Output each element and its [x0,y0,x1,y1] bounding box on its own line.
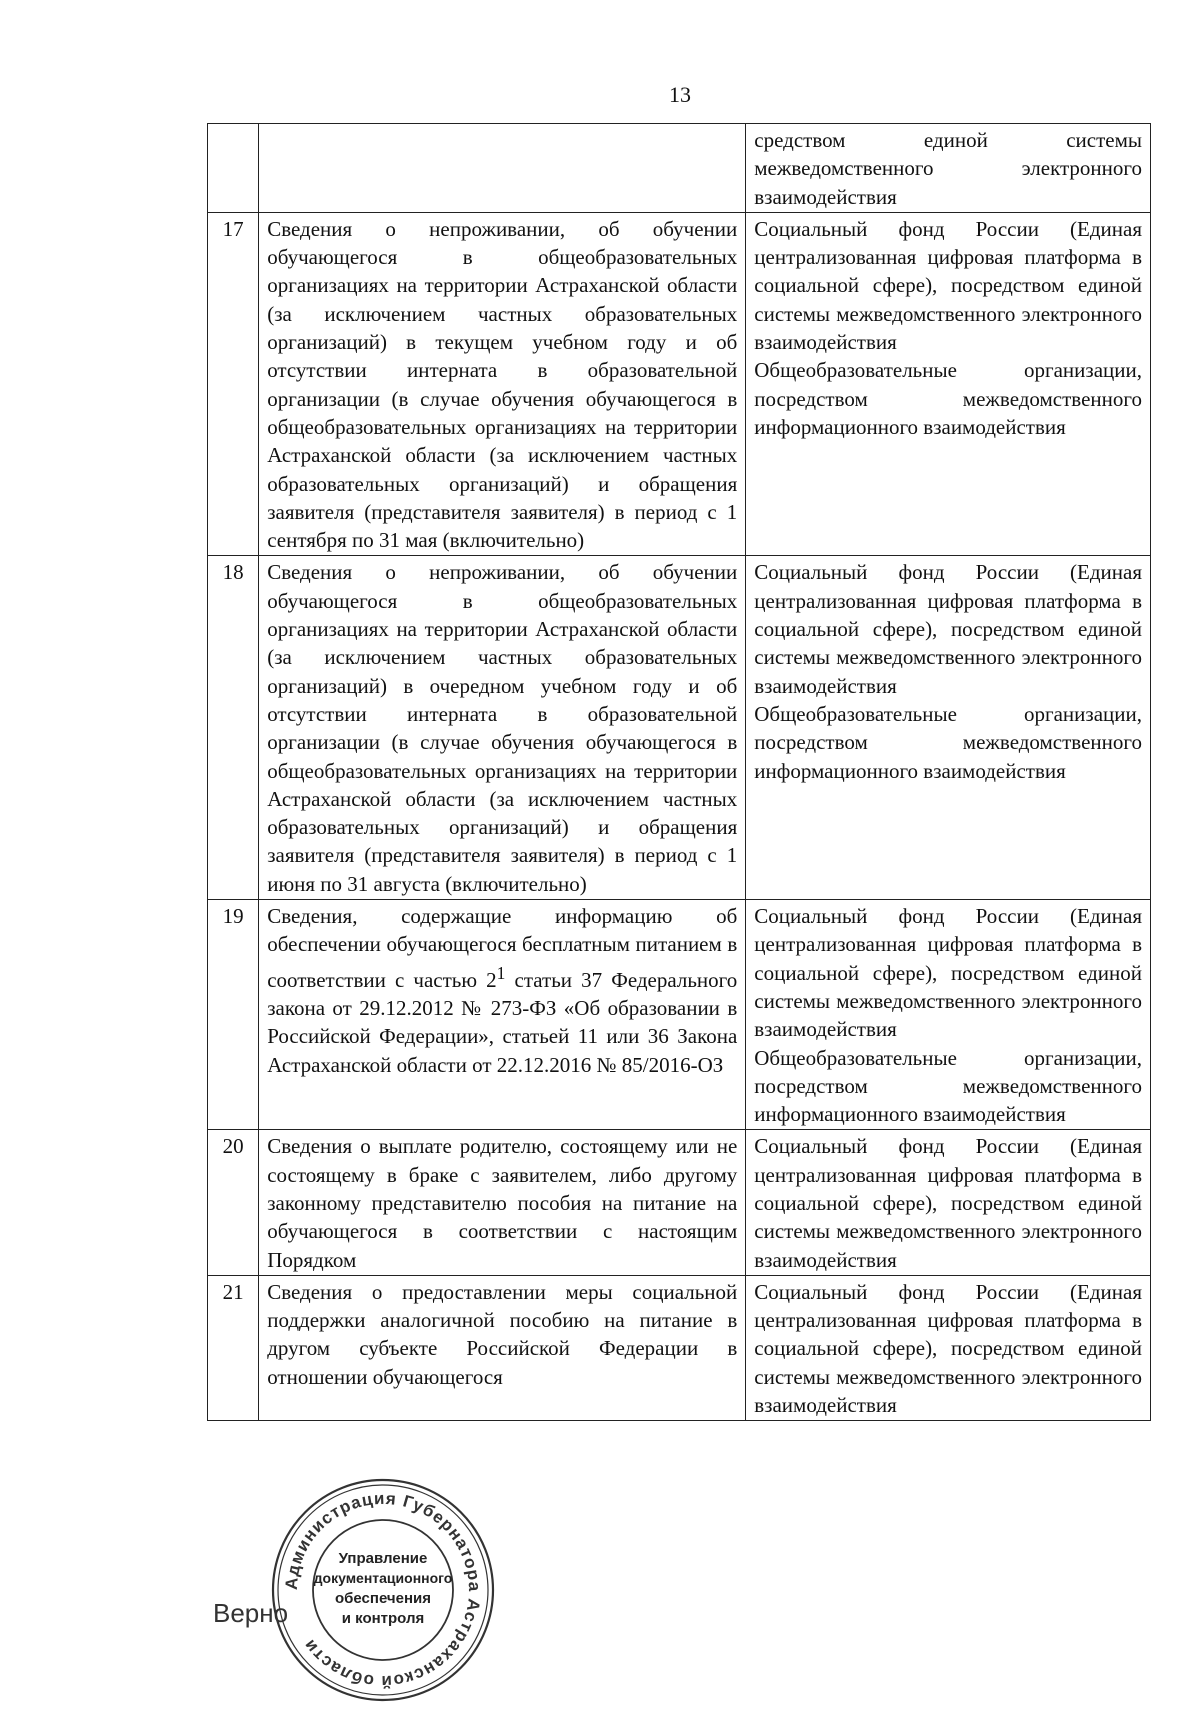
table-row [208,556,1151,900]
info-cell: Сведения о предоставлении меры социальной поддержки аналогичной пособию на питание в другом субъекте Российской Федерации в отношении обучающегося [259,1275,746,1420]
source-paragraph: Социальный фонд России (Единая централизованная цифровая платформа в социальной сфере), посредством единой системы межведомственного электронного взаимодействия [754,1134,1142,1272]
info-text: статьи 37 Федерального закона от 29.12.2012 № 273-ФЗ «Об образовании в Российской Федерации», статьей 11 или 36 Закона Астраханской области от 22.12.2016 № 85/2016-ОЗ [267,967,738,1077]
source-cell [746,900,1151,1130]
source-paragraph: Общеобразовательные организации, посредством межведомственного информационного взаимодействия [754,701,1142,783]
superscript: 1 [496,962,506,983]
page-number: 13 [669,82,691,107]
table-row [208,124,1151,213]
row-number: 19 [208,900,259,1130]
info-cell: Сведения о непроживании, об обучении обучающегося в общеобразовательных организациях на территории Астраханской области (за исключением частных образовательных организаций) в текущем учебном году и об отсутствии интерната в образовательной организации (в случае обучения обучающегося в общеобразовательных организациях на территории Астраханской области (за исключением частных образовательных организаций) и обращения заявителя (представителя заявителя) в период с 1 сентября по 31 мая (включительно) [259,212,746,556]
row-number: 18 [208,556,259,900]
table-row [208,1130,1151,1275]
info-cell: Сведения о выплате родителю, состоящему или не состоящему в браке с заявителем, либо другому законному представителю пособия на питание на обучающегося в соответствии с настоящим Порядком [259,1130,746,1275]
source-cell [746,212,1151,556]
source-cell [746,1275,1151,1420]
table-row [208,212,1151,556]
info-cell [259,124,746,213]
seal-center-line: документационного [313,1570,453,1586]
row-number: 17 [208,212,259,556]
info-cell: Сведения о непроживании, об обучении обучающегося в общеобразовательных организациях на территории Астраханской области (за исключением частных образовательных организаций) в очередном учебном году и об отсутствии интерната в образовательной организации (в случае обучения обучающегося в общеобразовательных организациях на территории Астраханской области (за исключением частных образовательных организаций) и обращения заявителя (представителя заявителя) в период с 1 июня по 31 августа (включительно) [259,556,746,900]
source-paragraph: Общеобразовательные организации, посредством межведомственного информационного взаимодействия [754,1045,1142,1127]
info-text: Сведения, содержащие информацию об обеспечении обучающегося бесплатным питанием в соответствии с частью 2 [267,904,738,992]
seal-center-line: обеспечения [334,1590,432,1607]
source-paragraph: Социальный фонд России (Единая централизованная цифровая платформа в социальной сфере), посредством единой системы межведомственного электронного взаимодействия [754,216,1142,355]
seal-center-line: и контроля [341,1610,425,1627]
row-number: 20 [208,1130,259,1275]
source-cell [746,556,1151,900]
source-paragraph: Социальный фонд России (Единая централизованная цифровая платформа в социальной сфере), посредством единой системы межведомственного электронного взаимодействия [754,904,1142,1042]
info-cell [259,900,746,1130]
source-cell [746,1130,1151,1275]
source-cell [746,124,1151,213]
row-number [208,124,259,213]
row-number: 21 [208,1275,259,1420]
source-paragraph: Общеобразовательные организации, посредством межведомственного информационного взаимодействия [754,358,1142,439]
source-paragraph: средством единой системы межведомственного электронного взаимодействия [754,128,1142,209]
official-seal [268,1475,498,1705]
certification-mark: Верно [213,1598,289,1628]
seal-center-line: Управление [338,1550,428,1567]
table-row [208,900,1151,1130]
seal-ring-text: Администрация Губернатора Астраханской области [281,1488,485,1692]
sources-table [207,123,1151,1421]
table-row [208,1275,1151,1420]
source-paragraph: Социальный фонд России (Единая централизованная цифровая платформа в социальной сфере), посредством единой системы межведомственного электронного взаимодействия [754,560,1142,698]
source-paragraph: Социальный фонд России (Единая централизованная цифровая платформа в социальной сфере), посредством единой системы межведомственного электронного взаимодействия [754,1279,1142,1418]
